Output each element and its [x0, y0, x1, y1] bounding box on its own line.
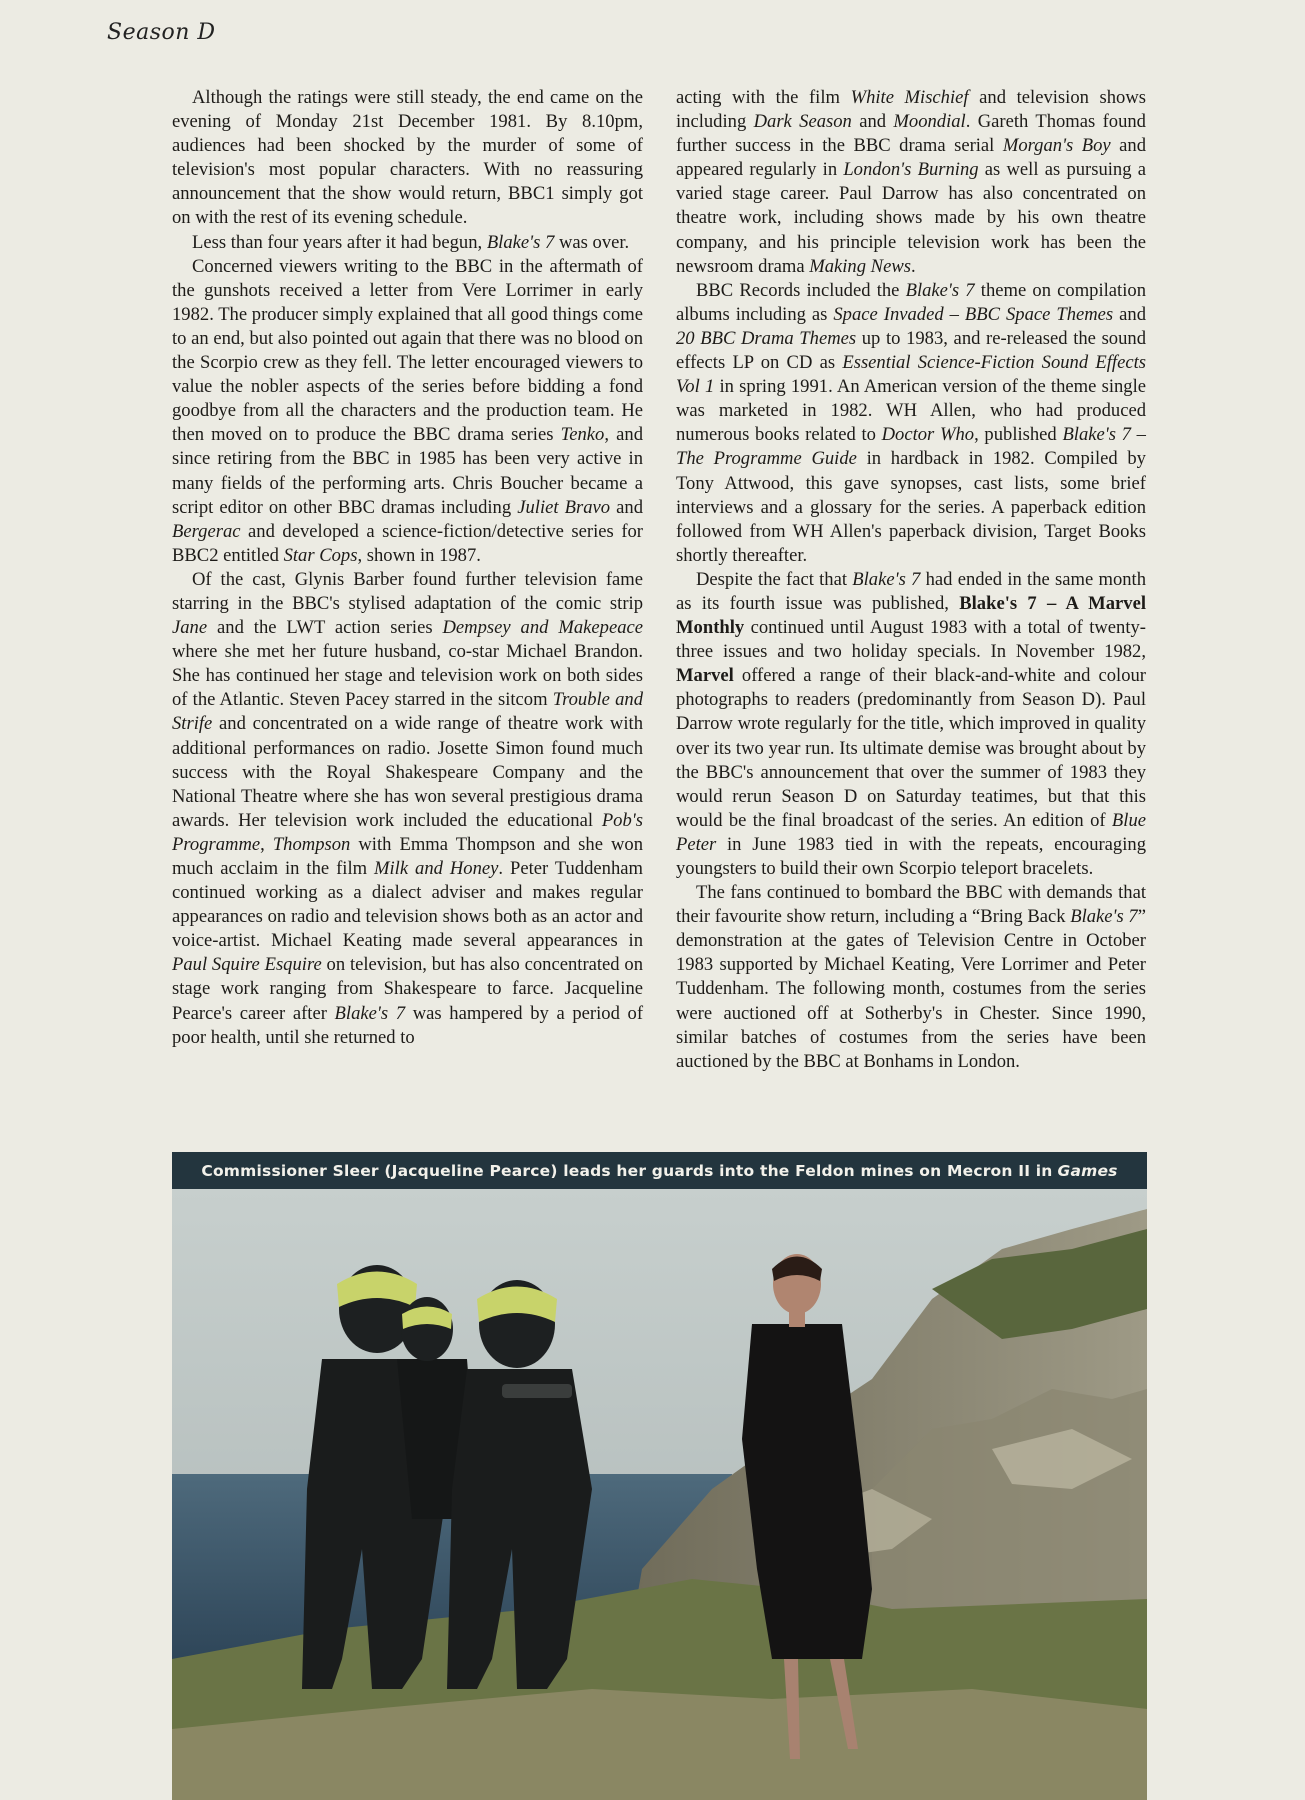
paragraph: Despite the fact that Blake's 7 had ended in the same month as its fourth issue was published, Blake's 7 – A Marvel Monthly continued until August 1983 with a total of twenty-three issues and two holiday specials. In November 1982, Marvel offered a range of their black-and-white and colour photographs to readers (predominantly from Season D). Paul Darrow wrote regularly for the title, which improved in quality over its two year run. Its ultimate demise was brought about by the BBC's announcement that over the summer of 1983 they would rerun Season D on Saturday teatimes, but that this would be the final broadcast of the series. An edition of Blue Peter in June 1983 tied in with the repeats, encouraging youngsters to build their own Scorpio teleport bracelets.	[676, 568, 1147, 879]
paragraph: BBC Records included the Blake's 7 theme on compilation albums including as Space Invaded – BBC Space Themes and 20 BBC Drama Themes up to 1983, and re-released the sound effects LP on CD as Essential Science-Fiction Sound Effects Vol 1 in spring 1991. An American version of the theme single was marketed in 1982. WH Allen, who had produced numerous books related to Doctor Who, published Blake's 7 – The Programme Guide in hardback in 1982. Compiled by Tony Attwood, this gave synopses, cast lists, some brief interviews and a glossary for the series. A paperback edition followed from WH Allen's paperback division, Target Books shortly thereafter.	[676, 279, 1146, 566]
cliff-scene-illustration	[172, 1189, 1147, 1800]
running-head: Season D	[107, 20, 216, 45]
right-column	[676, 86, 1146, 1074]
photo-caption	[172, 1152, 1147, 1189]
paragraph: acting with the film White Mischief and television shows including Dark Season and Moondial. Gareth Thomas found further success in the BBC drama serial Morgan's Boy and appeared regularly in London's Burning as well as pursuing a varied stage career. Paul Darrow has also concentrated on theatre work, including shows made by his own theatre company, and his principle television work has been the newsroom drama Making News.	[676, 87, 1147, 277]
paragraph: The fans continued to bombard the BBC with demands that their favourite show return, including a “Bring Back Blake's 7” demonstration at the gates of Television Centre in October 1983 supported by Michael Keating, Vere Lorrimer and Peter Tuddenham. The following month, costumes from the series were auctioned off at Sotherby's in Chester. Since 1990, similar batches of costumes from the series have been auctioned by the BBC at Bonhams in London.	[676, 882, 1146, 1072]
left-column	[172, 86, 643, 1050]
paragraph: Less than four years after it had begun, Blake's 7 was over.	[192, 231, 630, 253]
paragraph: Concerned viewers writing to the BBC in the aftermath of the gunshots received a letter from Vere Lorrimer in early 1982. The producer simply explained that all good things come to an end, but also pointed out again that there was no blood on the Scorpio crew as they fell. The letter encouraged viewers to value the nobler aspects of the series before bidding a fond goodbye from all the characters and the production team. He then moved on to produce the BBC drama series Tenko, and since retiring from the BBC in 1985 has been very active in many fields of the performing arts. Chris Boucher became a script editor on other BBC dramas including Juliet Bravo and Bergerac and developed a science-fiction/detective series for BBC2 entitled Star Cops, shown in 1987.	[172, 255, 644, 566]
caption-text: Commissioner Sleer (Jacqueline Pearce) leads her guards into the Feldon mines on Mecron II in	[201, 1161, 1053, 1180]
paragraph: Of the cast, Glynis Barber found further television fame starring in the BBC's stylised adaptation of the comic strip Jane and the LWT action series Dempsey and Makepeace where she met her future husband, co-star Michael Brandon. She has continued her stage and television work on both sides of the Atlantic. Steven Pacey starred in the sitcom Trouble and Strife and concentrated on a wide range of theatre work with additional performances on radio. Josette Simon found much success with the Royal Shakespeare Company and the National Theatre where she has won several prestigious drama awards. Her television work included the educational Pob's Programme, Thompson with Emma Thompson and she won much acclaim in the film Milk and Honey. Peter Tuddenham continued working as a dialect adviser and makes regular appearances on radio and television shows both as an actor and voice-artist. Michael Keating made several appearances in Paul Squire Esquire on television, but has also concentrated on stage work ranging from Shakespeare to farce. Jacqueline Pearce's career after Blake's 7 was hampered by a period of poor health, until she returned to	[172, 568, 644, 1048]
paragraph: Although the ratings were still steady, the end came on the evening of Monday 21st December 1981. By 8.10pm, audiences had been shocked by the murder of some of television's most popular characters. With no reassuring announcement that the show would return, BBC1 simply got on with the rest of its evening schedule.	[172, 87, 643, 229]
caption-title: Games	[1057, 1161, 1118, 1180]
photo	[172, 1189, 1147, 1800]
